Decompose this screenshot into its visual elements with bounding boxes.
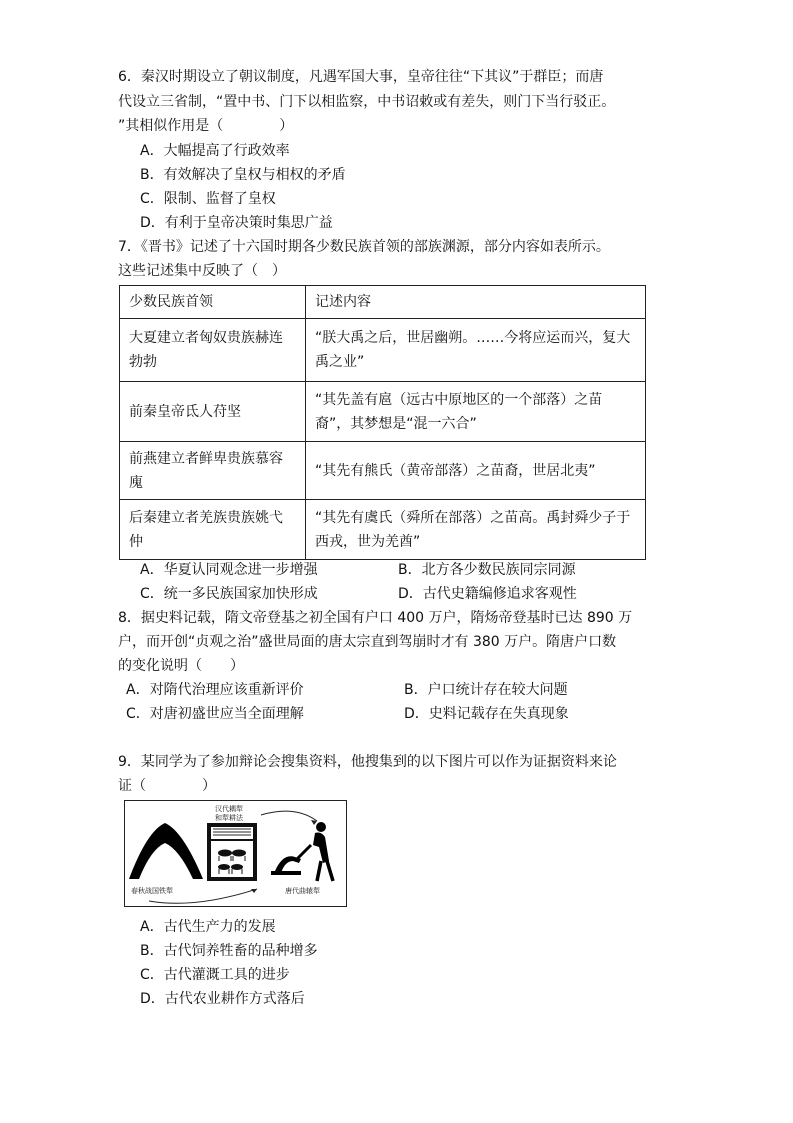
q6-stem-line-3: ”其相似作用是（ ）	[118, 118, 294, 134]
label-han-plough-line-2: 和犁耕法	[215, 814, 243, 822]
q8-option-d: D．史料记载存在失真现象	[404, 706, 569, 722]
table-header-row	[120, 286, 646, 319]
q8-option-b: B．户口统计存在较大问题	[404, 682, 568, 698]
q8-option-c: C．对唐初盛世应当全面理解	[126, 706, 304, 722]
q9-option-b: B．古代饲养牲畜的品种增多	[140, 943, 318, 959]
q7-option-a: A．华夏认同观念进一步增强	[140, 562, 318, 578]
tang-curved-plough-icon	[271, 822, 333, 881]
q7-option-c: C．统一多民族国家加快形成	[140, 586, 318, 602]
q9-stem-line-1: 9．某同学为了参加辩论会搜集资料，他搜集到的以下图片可以作为证据资料来论	[118, 754, 617, 770]
han-ox-plough-icon	[207, 823, 257, 881]
q8-stem-line-3: 的变化说明（ ）	[118, 658, 244, 674]
label-tang-plough: 唐代曲辕犁	[285, 887, 320, 895]
table-cell-record: “其先有熊氏（黄帝部落）之苗裔，世居北夷”	[306, 442, 646, 500]
q8-stem-line-2: 户，而开创“贞观之治”盛世局面的唐太宗直到驾崩时才有 380 万户。隋唐户口数	[118, 634, 617, 650]
q6-option-d: D．有利于皇帝决策时集思广益	[140, 215, 333, 231]
table-cell-record: “其先盖有扈（远古中原地区的一个部落）之苗裔”，其梦想是“混一六合”	[306, 382, 646, 442]
table-cell-record: “其先有虞氏（舜所在部落）之苗高。禹封舜少子于西戎，世为羌酋”	[306, 500, 646, 560]
q6-option-c: C．限制、监督了皇权	[140, 191, 276, 207]
table-cell-leader: 大夏建立者匈奴贵族赫连勃勃	[120, 319, 306, 382]
q6-stem-line-1: 6．秦汉时期设立了朝议制度，凡遇军国大事，皇帝往往“下其议”于群臣；而唐	[118, 69, 604, 85]
plough-evolution-figure	[124, 800, 347, 907]
q7-stem-line-1: 7．《晋书》记述了十六国时期各少数民族首领的部族渊源，部分内容如表所示。	[118, 239, 610, 255]
iron-plough-blade-icon	[129, 823, 203, 879]
q6-option-a: A．大幅提高了行政效率	[140, 143, 290, 159]
q6-stem-line-2: 代设立三省制，“置中书、门下以相监察，中书诏敕或有差失，则门下当行驳正。	[118, 94, 616, 110]
plough-illustration	[125, 801, 346, 906]
table-row	[120, 442, 646, 500]
table-cell-leader: 前秦皇帝氐人苻坚	[120, 382, 306, 442]
q9-option-d: D．古代农业耕作方式落后	[140, 991, 305, 1007]
table-header-cell: 记述内容	[306, 286, 646, 319]
q7-option-d: D．古代史籍编修追求客观性	[398, 586, 577, 602]
table-header-cell: 少数民族首领	[120, 286, 306, 319]
table-row	[120, 382, 646, 442]
table-row	[120, 319, 646, 382]
progress-arrow-icon	[261, 811, 317, 821]
label-han-plough-line-1: 汉代耦犁	[215, 805, 243, 813]
q9-option-a: A．古代生产力的发展	[140, 919, 276, 935]
q9-stem-line-2: 证（ ）	[118, 778, 216, 794]
q6-option-b: B．有效解决了皇权与相权的矛盾	[140, 167, 346, 183]
label-spring-autumn-plough: 春秋战国铁犁	[131, 887, 173, 895]
q7-option-b: B．北方各少数民族同宗同源	[398, 562, 576, 578]
table-cell-leader: 前燕建立者鲜卑贵族慕容廆	[120, 442, 306, 500]
q8-option-a: A．对隋代治理应该重新评价	[126, 682, 304, 698]
table-row	[120, 500, 646, 560]
q7-records-table	[119, 285, 646, 560]
table-cell-leader: 后秦建立者羌族贵族姚弋仲	[120, 500, 306, 560]
q8-stem-line-1: 8．据史料记载，隋文帝登基之初全国有户口 400 万户，隋炀帝登基时已达 890 万	[118, 610, 633, 626]
q7-stem-line-2: 这些记述集中反映了（ ）	[118, 263, 286, 279]
table-cell-record: “朕大禹之后，世居幽朔。……今将应运而兴，复大禹之业”	[306, 319, 646, 382]
q9-option-c: C．古代灌溉工具的进步	[140, 967, 290, 983]
